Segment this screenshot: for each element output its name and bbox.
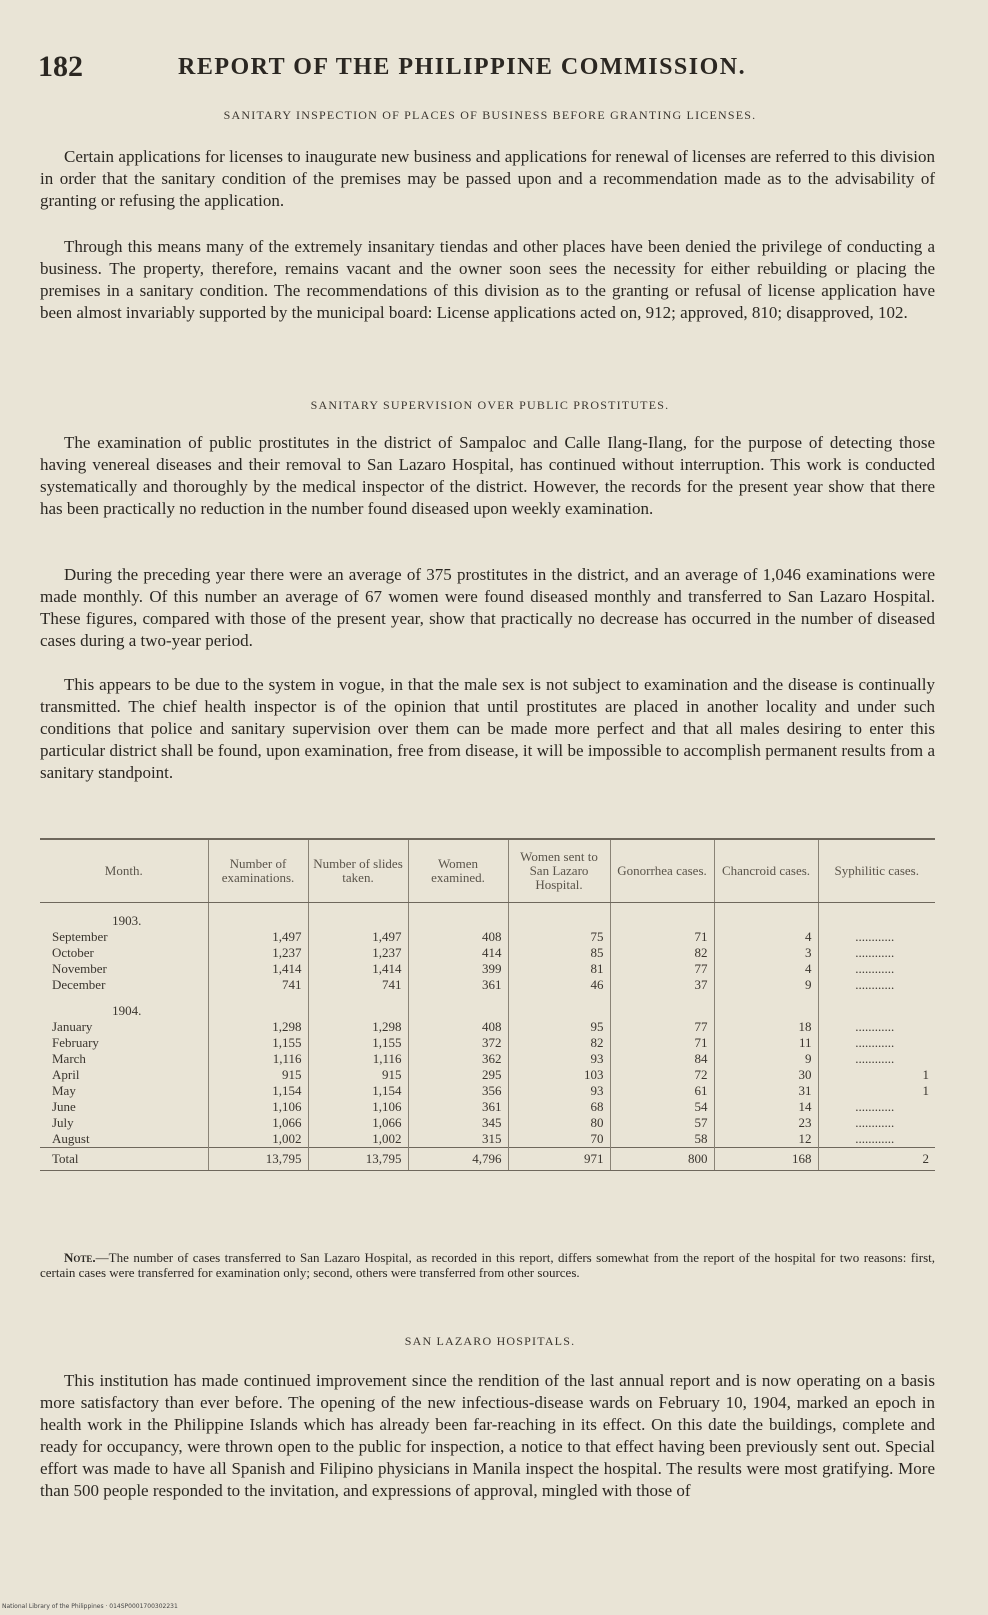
table-cell: 1,298 xyxy=(208,1019,308,1035)
column-header: Number of examinations. xyxy=(208,839,308,903)
column-header: Women examined. xyxy=(408,839,508,903)
table-cell: 1,066 xyxy=(208,1115,308,1131)
total-cell: 13,795 xyxy=(208,1148,308,1171)
table-cell: 1,414 xyxy=(208,961,308,977)
table-cell: 408 xyxy=(408,929,508,945)
table-cell: 1,106 xyxy=(308,1099,408,1115)
total-cell: 2 xyxy=(818,1148,935,1171)
month-cell: May xyxy=(52,1083,76,1098)
table-cell: 1,154 xyxy=(208,1083,308,1099)
table-cell: 46 xyxy=(508,977,610,993)
table-cell: 4 xyxy=(714,961,818,977)
table-cell: 77 xyxy=(610,1019,714,1035)
column-header: Month. xyxy=(40,839,208,903)
table-cell: 915 xyxy=(208,1067,308,1083)
month-cell: July xyxy=(52,1115,74,1130)
table-header-row xyxy=(40,839,935,903)
table-cell: 84 xyxy=(610,1051,714,1067)
table-cell: 93 xyxy=(508,1083,610,1099)
month-cell: August xyxy=(52,1131,90,1146)
table-cell: 399 xyxy=(408,961,508,977)
paragraph-licenses-2: Through this means many of the extremely insanitary tiendas and other places have been denied the privilege of conducting a business. The property, therefore, remains vacant and the owner soon sees the necessity for either rebuilding or placing the premises in a sanitary condition. The recommendations of this division as to the granting or refusal of license application have been almost invariably supported by the municipal board: License applications acted on, 912; approved, 810; disapproved, 102. xyxy=(40,237,935,322)
scan-footer: National Library of the Philippines · 014SP0001700302231 xyxy=(2,1603,178,1610)
column-header: Number of slides taken. xyxy=(308,839,408,903)
table-cell: 68 xyxy=(508,1099,610,1115)
month-cell: December xyxy=(52,977,106,992)
table-cell: 103 xyxy=(508,1067,610,1083)
table-cell: 1,497 xyxy=(308,929,408,945)
total-cell: 13,795 xyxy=(308,1148,408,1171)
table-cell: 356 xyxy=(408,1083,508,1099)
month-cell: March xyxy=(52,1051,86,1066)
month-cell: October xyxy=(52,945,94,960)
table-cell: 54 xyxy=(610,1099,714,1115)
paragraph-licenses-1: Certain applications for licenses to inaugurate new business and applications for renewal of licenses are referred to this division in order that the sanitary condition of the premises may be passed upon and a recommendation made as to the advisability of granting or refusing the application. xyxy=(40,147,935,210)
table-cell: 1,237 xyxy=(308,945,408,961)
table-cell: ............ xyxy=(818,961,935,977)
table-cell: 81 xyxy=(508,961,610,977)
table-cell xyxy=(714,993,818,1019)
table-cell: 1,155 xyxy=(208,1035,308,1051)
table-cell: 4 xyxy=(714,929,818,945)
column-header: Gonorrhea cases. xyxy=(610,839,714,903)
month-cell: November xyxy=(52,961,107,976)
table-cell: 361 xyxy=(408,977,508,993)
table-cell xyxy=(308,903,408,930)
table-row xyxy=(40,1115,935,1131)
table-cell xyxy=(610,993,714,1019)
table-cell: 1,237 xyxy=(208,945,308,961)
table-row xyxy=(40,929,935,945)
table-cell: 93 xyxy=(508,1051,610,1067)
table-cell: 23 xyxy=(714,1115,818,1131)
table-cell: 295 xyxy=(408,1067,508,1083)
table-cell: 1 xyxy=(818,1067,935,1083)
examination-table xyxy=(40,838,935,1171)
paragraph-prostitutes-3: This appears to be due to the system in vogue, in that the male sex is not subject to examination and the disease is continually transmitted. The chief health inspector is of the opinion that until prostitutes are placed in another locality and under such conditions that police and sanitary supervision over them can be made more perfect and that all males desiring to enter this particular district shall be found, upon examination, free from disease, it will be impossible to accomplish permanent results from a sanitary standpoint. xyxy=(40,675,935,782)
table-cell: 315 xyxy=(408,1131,508,1148)
column-header: Chancroid cases. xyxy=(714,839,818,903)
section-heading-san-lazaro: SAN LAZARO HOSPITALS. xyxy=(404,1334,576,1348)
table-cell: ............ xyxy=(818,1051,935,1067)
table-cell: 414 xyxy=(408,945,508,961)
month-cell: September xyxy=(52,929,108,944)
table-cell: 1,497 xyxy=(208,929,308,945)
table-cell xyxy=(208,903,308,930)
year-label: 1903. xyxy=(112,913,142,928)
table-cell: ............ xyxy=(818,1019,935,1035)
section-heading-prostitutes: SANITARY SUPERVISION OVER PUBLIC PROSTITUTES. xyxy=(310,398,670,412)
month-cell: June xyxy=(52,1099,76,1114)
table-cell: 1,116 xyxy=(208,1051,308,1067)
table-cell: 1,066 xyxy=(308,1115,408,1131)
table-row xyxy=(40,977,935,993)
table-row xyxy=(40,1083,935,1099)
table-cell: 361 xyxy=(408,1099,508,1115)
table-cell: 72 xyxy=(610,1067,714,1083)
table-cell: ............ xyxy=(818,929,935,945)
table-row xyxy=(40,961,935,977)
page-header xyxy=(38,50,938,90)
table-cell: ............ xyxy=(818,1035,935,1051)
table-cell xyxy=(818,903,935,930)
note-text: —The number of cases transferred to San Lazaro Hospital, as recorded in this report, differs somewhat from the report of the hospital for two reasons: first, certain cases were transferred for examination only; second, others were transferred from other sources. xyxy=(40,1250,935,1280)
examination-table-wrapper xyxy=(40,838,935,1171)
total-cell: 168 xyxy=(714,1148,818,1171)
table-cell: 9 xyxy=(714,1051,818,1067)
table-row xyxy=(40,1099,935,1115)
table-cell: 57 xyxy=(610,1115,714,1131)
table-cell: 408 xyxy=(408,1019,508,1035)
table-cell: 1,002 xyxy=(208,1131,308,1148)
table-row xyxy=(40,1019,935,1035)
total-cell: 971 xyxy=(508,1148,610,1171)
paragraph-san-lazaro: This institution has made continued improvement since the rendition of the last annual report and is now operating on a basis more satisfactory than ever before. The opening of the new infectious-disease wards on February 10, 1904, marked an epoch in health work in the Philippine Islands which has already been far-reaching in its effect. On this date the buildings, complete and ready for occupancy, were thrown open to the public for inspection, a notice to that effect having been previously sent out. Special effort was made to have all Spanish and Filipino physicians in Manila inspect the hospital. The results were most gratifying. More than 500 people responded to the invitation, and expressions of approval, mingled with those of xyxy=(40,1371,935,1500)
table-cell: 80 xyxy=(508,1115,610,1131)
total-cell: 4,796 xyxy=(408,1148,508,1171)
paragraph-prostitutes-2: During the preceding year there were an average of 375 prostitutes in the district, and an average of 1,046 examinations were made monthly. Of this number an average of 67 women were found diseased monthly and transferred to San Lazaro Hospital. These figures, compared with those of the present year, show that practically no decrease has occurred in the number of diseased cases during a two-year period. xyxy=(40,565,935,650)
table-row xyxy=(40,1067,935,1083)
table-cell: 18 xyxy=(714,1019,818,1035)
table-cell: 1,002 xyxy=(308,1131,408,1148)
table-cell: 1,414 xyxy=(308,961,408,977)
table-cell: 30 xyxy=(714,1067,818,1083)
table-cell xyxy=(508,903,610,930)
table-cell: 362 xyxy=(408,1051,508,1067)
table-cell: 37 xyxy=(610,977,714,993)
table-cell: 1 xyxy=(818,1083,935,1099)
year-row xyxy=(40,993,935,1019)
total-cell: 800 xyxy=(610,1148,714,1171)
table-note xyxy=(40,1250,935,1280)
table-cell: 372 xyxy=(408,1035,508,1051)
table-row xyxy=(40,1051,935,1067)
table-cell: 345 xyxy=(408,1115,508,1131)
running-title: REPORT OF THE PHILIPPINE COMMISSION. xyxy=(178,54,747,80)
table-cell xyxy=(208,993,308,1019)
table-cell: 31 xyxy=(714,1083,818,1099)
table-cell xyxy=(408,993,508,1019)
table-cell: 14 xyxy=(714,1099,818,1115)
table-cell: 1,116 xyxy=(308,1051,408,1067)
table-cell: 1,154 xyxy=(308,1083,408,1099)
table-cell: 70 xyxy=(508,1131,610,1148)
table-cell: 741 xyxy=(208,977,308,993)
column-header: Syphilitic cases. xyxy=(818,839,935,903)
note-label: Note. xyxy=(64,1250,96,1265)
table-cell: ............ xyxy=(818,1131,935,1148)
table-cell: 82 xyxy=(610,945,714,961)
table-cell: 3 xyxy=(714,945,818,961)
table-cell: 82 xyxy=(508,1035,610,1051)
paragraph-prostitutes-1: The examination of public prostitutes in the district of Sampaloc and Calle Ilang-Ilang, for the purpose of detecting those having venereal diseases and their removal to San Lazaro Hospital, has continued without interruption. This work is conducted systematically and thoroughly by the medical inspector of the district. However, the records for the present year show that there has been practically no reduction in the number found diseased upon weekly examination. xyxy=(40,433,935,518)
table-cell xyxy=(308,993,408,1019)
table-cell: 85 xyxy=(508,945,610,961)
table-cell: 1,155 xyxy=(308,1035,408,1051)
table-cell: ............ xyxy=(818,945,935,961)
table-cell: ............ xyxy=(818,977,935,993)
table-cell: ............ xyxy=(818,1099,935,1115)
month-cell: January xyxy=(52,1019,93,1034)
table-body xyxy=(40,903,935,1171)
table-cell: 12 xyxy=(714,1131,818,1148)
month-cell: February xyxy=(52,1035,99,1050)
table-row xyxy=(40,945,935,961)
table-cell xyxy=(408,903,508,930)
table-cell xyxy=(818,993,935,1019)
table-cell: 61 xyxy=(610,1083,714,1099)
table-row xyxy=(40,1035,935,1051)
total-row xyxy=(40,1148,935,1171)
table-cell: ............ xyxy=(818,1115,935,1131)
month-cell: April xyxy=(52,1067,80,1082)
table-cell: 9 xyxy=(714,977,818,993)
column-header: Women sent to San Lazaro Hospital. xyxy=(508,839,610,903)
table-cell: 1,298 xyxy=(308,1019,408,1035)
table-cell: 1,106 xyxy=(208,1099,308,1115)
table-cell: 11 xyxy=(714,1035,818,1051)
page-number: 182 xyxy=(38,50,83,83)
year-row xyxy=(40,903,935,930)
table-cell: 77 xyxy=(610,961,714,977)
table-cell: 71 xyxy=(610,1035,714,1051)
section-heading-licenses: SANITARY INSPECTION OF PLACES OF BUSINESS BEFORE GRANTING LICENSES. xyxy=(223,108,757,122)
table-cell: 58 xyxy=(610,1131,714,1148)
table-row xyxy=(40,1131,935,1148)
table-cell: 75 xyxy=(508,929,610,945)
year-label: 1904. xyxy=(112,1003,142,1018)
table-cell: 71 xyxy=(610,929,714,945)
table-cell: 741 xyxy=(308,977,408,993)
total-label: Total xyxy=(40,1148,208,1171)
table-cell xyxy=(508,993,610,1019)
table-cell xyxy=(610,903,714,930)
table-cell xyxy=(714,903,818,930)
table-cell: 95 xyxy=(508,1019,610,1035)
table-cell: 915 xyxy=(308,1067,408,1083)
